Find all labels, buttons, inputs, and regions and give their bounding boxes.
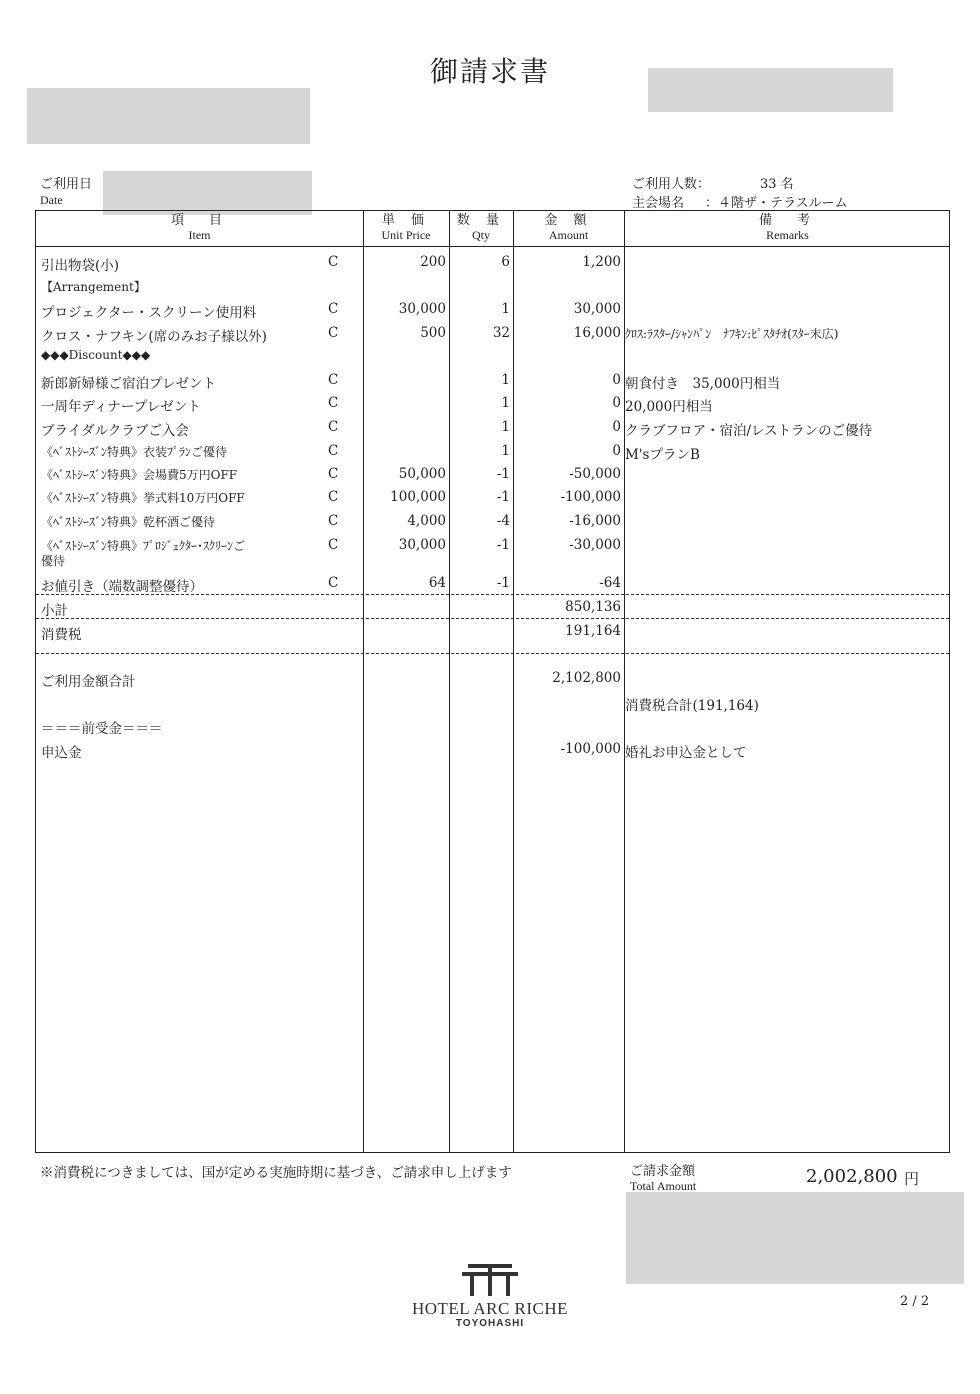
venue-label: 主会場名 (632, 196, 685, 211)
advance-row: 申込金 -100,000 婚礼お申込金として (41, 741, 747, 761)
guests-value: 33 名 (760, 177, 794, 192)
table-row: 【Arrangement】 (41, 280, 146, 294)
redacted-block (626, 1192, 964, 1284)
tax-note: ※消費税につきましては、国が定める実施時期に基づき、ご請求申し上げます (40, 1165, 512, 1181)
table-row: 《ﾍﾞｽﾄｼｰｽﾞﾝ特典》乾杯酒ご優待 C 4,000 -4 -16,000 (41, 513, 621, 529)
hotel-name: HOTEL ARC RICHE (411, 1299, 569, 1318)
tax-row: 消費税 191,164 (41, 623, 621, 643)
redacted-block (648, 68, 893, 112)
column-header-qty: 数 量 Qty (456, 213, 506, 242)
document-title: 御請求書 (429, 55, 550, 88)
table-row: ◆◆◆Discount◆◆◆ (41, 348, 151, 362)
venue-value: ：４階ザ・テラスルーム (705, 196, 848, 211)
advance-section-label: ＝＝＝前受金＝＝＝ (41, 721, 163, 737)
page-number: 2 / 2 (900, 1294, 930, 1309)
hotel-logo (410, 1262, 570, 1329)
usage-date-label: ご利用日 (40, 177, 93, 192)
table-row: 《ﾍﾞｽﾄｼｰｽﾞﾝ特典》会場費5万円OFF C 50,000 -1 -50,000 (41, 466, 621, 482)
table-row: クロス・ナフキン(席のみお子様以外) C 500 32 16,000 ｸﾛｽ:ﾗｽﾀｰ/ｼｬﾝﾊﾟﾝ ﾅﾌｷﾝ:ﾋﾟｽﾀﾁｵ(ｽﾀｰ末広) (41, 325, 839, 345)
column-header-unit-price: 単 価 Unit Price (381, 213, 431, 242)
subtotal-row: 小計 850,136 (41, 599, 621, 619)
billing-amount: 2,002,800 (806, 1166, 898, 1187)
billing-label-en: Total Amount (630, 1179, 697, 1193)
tax-total-remark: 消費税合計(191,164) (625, 698, 759, 714)
redacted-block (103, 171, 312, 215)
table-row: 《ﾍﾞｽﾄｼｰｽﾞﾝ特典》ﾌﾟﾛｼﾞｪｸﾀｰ･ｽｸﾘｰﾝご C 30,000 -1 -30,000 (41, 537, 621, 553)
total-usage-row: ご利用金額合計 2,102,800 (41, 670, 621, 690)
table-row: 《ﾍﾞｽﾄｼｰｽﾞﾝ特典》衣装ﾌﾟﾗﾝご優待 C 1 0 M'sプランB (41, 443, 700, 463)
arch-icon (460, 1262, 520, 1296)
table-row: 《ﾍﾞｽﾄｼｰｽﾞﾝ特典》挙式料10万円OFF C 100,000 -1 -100,000 (41, 489, 621, 505)
usage-date-label-en: Date (40, 193, 63, 207)
hotel-city: TOYOHASHI (455, 1318, 525, 1329)
invoice-table (35, 210, 950, 1153)
column-header-item: 項 目 Item (170, 213, 228, 242)
table-row: ブライダルクラブご入会 C 1 0 クラブフロア・宿泊/レストランのご優待 (41, 419, 873, 439)
redacted-block (27, 88, 310, 144)
table-row: 一周年ディナープレゼント C 1 0 20,000円相当 (41, 395, 713, 415)
guests-label: ご利用人数： (632, 177, 711, 192)
table-row-continued: 優待 (41, 554, 66, 568)
column-header-amount: 金 額 Amount (544, 213, 593, 242)
billing-unit: 円 (904, 1170, 920, 1188)
table-row: 新郎新婦様ご宿泊プレゼント C 1 0 朝食付き 35,000円相当 (41, 372, 781, 392)
table-row: プロジェクター・スクリーン使用料 C 30,000 1 30,000 (41, 301, 621, 321)
table-row: お値引き（端数調整優待） C 64 -1 -64 (41, 575, 621, 595)
table-row: 引出物袋(小) C 200 6 1,200 (41, 254, 621, 274)
billing-label: ご請求金額 (630, 1164, 696, 1179)
column-header-remarks: 備 考 Remarks (758, 213, 816, 242)
